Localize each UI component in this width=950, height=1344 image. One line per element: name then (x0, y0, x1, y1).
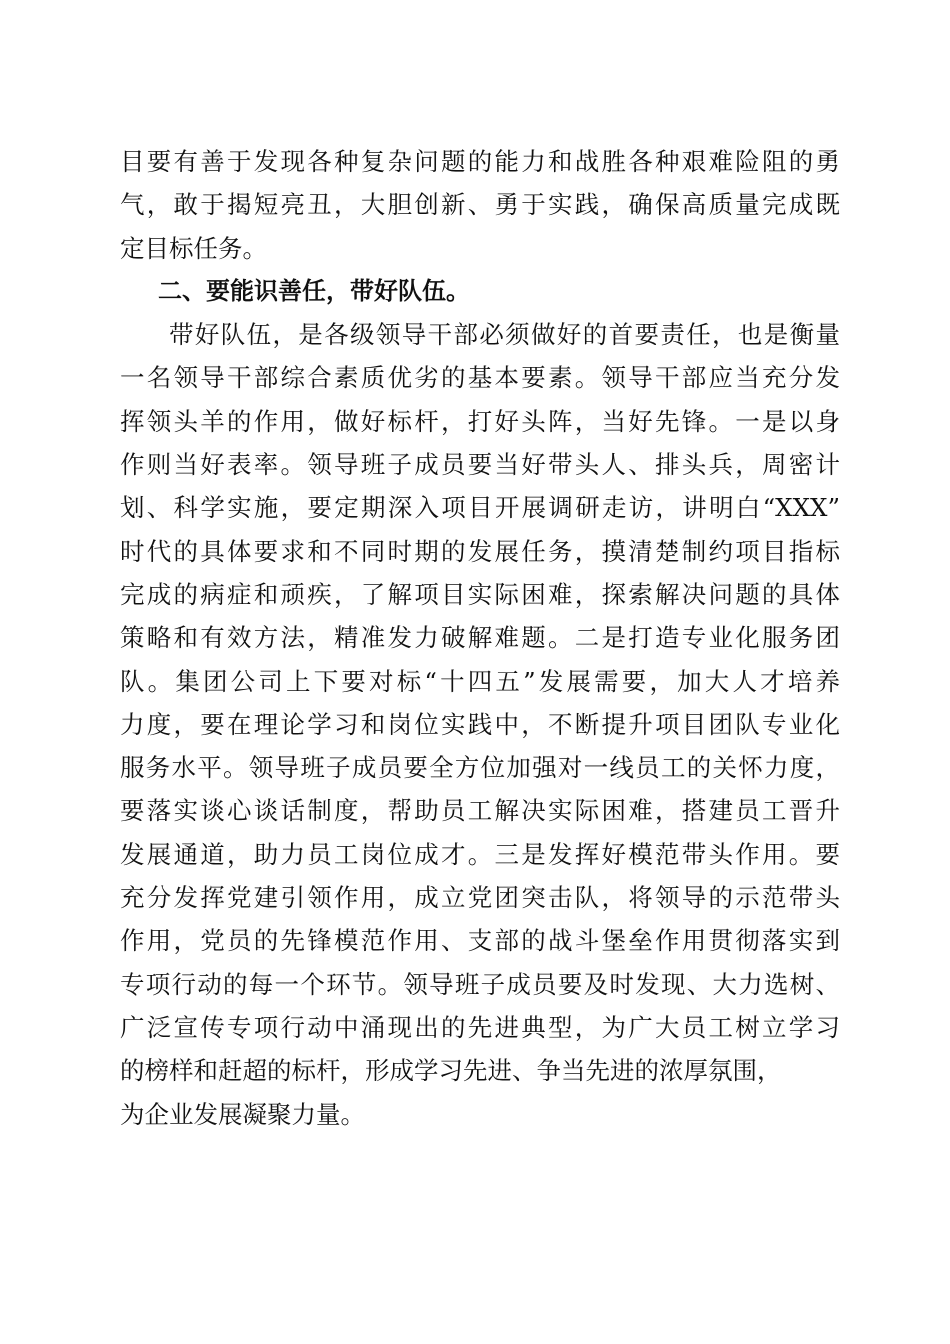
text-line: 时代的具体要求和不同时期的发展任务，摸清楚制约项目指标 (120, 536, 840, 566)
text-line: 作用，党员的先锋模范作用、支部的战斗堡垒作用贯彻落实到 (120, 926, 840, 956)
text-line: 发展通道，助力员工岗位成才。三是发挥好模范带头作用。要 (120, 839, 840, 869)
text-line: 一名领导干部综合素质优劣的基本要素。领导干部应当充分发 (120, 363, 840, 393)
text-line: 为企业发展凝聚力量。 (120, 1099, 365, 1129)
text-line: 要落实谈心谈话制度，帮助员工解决实际困难，搭建员工晋升 (120, 796, 840, 826)
text-line: 目要有善于发现各种复杂问题的能力和战胜各种艰难险阻的勇 (120, 147, 840, 176)
text-line: 的榜样和赶超的标杆，形成学习先进、争当先进的浓厚氛围， (120, 1056, 782, 1086)
text-line: 定目标任务。 (120, 233, 267, 263)
paragraph-continuation (120, 140, 840, 270)
text-line: 气，敢于揭短亮丑，大胆创新、勇于实践，确保高质量完成既 (120, 190, 840, 220)
text-line: 完成的病症和顽疾，了解项目实际困难，探索解决问题的具体 (120, 579, 840, 609)
text-line: 带好队伍，是各级领导干部必须做好的首要责任，也是衡量 (169, 320, 840, 350)
text-line: 队。集团公司上下要对标“十四五”发展需要，加大人才培养 (120, 666, 840, 696)
text-line: 专项行动的每一个环节。领导班子成员要及时发现、大力选树、 (120, 969, 840, 999)
text-line: 策略和有效方法，精准发力破解难题。二是打造专业化服务团 (120, 623, 840, 653)
text-line: 服务水平。领导班子成员要全方位加强对一线员工的关怀力度， (120, 753, 840, 783)
text-line: 广泛宣传专项行动中涌现出的先进典型，为广大员工树立学习 (120, 1012, 840, 1042)
text-line: 力度，要在理论学习和岗位实践中，不断提升项目团队专业化 (120, 709, 840, 739)
section-heading: 二、要能识善任，带好队伍。 (158, 276, 470, 305)
text-line: 充分发挥党建引领作用，成立党团突击队，将领导的示范带头 (120, 883, 840, 913)
document-body (120, 140, 840, 1136)
text-line: 划、科学实施，要定期深入项目开展调研走访，讲明白“XXX” (120, 493, 840, 523)
paragraph-main (120, 313, 840, 1136)
text-line: 挥领头羊的作用，做好标杆，打好头阵，当好先锋。一是以身 (120, 406, 840, 436)
text-line: 作则当好表率。领导班子成员要当好带头人、排头兵，周密计 (120, 450, 840, 480)
